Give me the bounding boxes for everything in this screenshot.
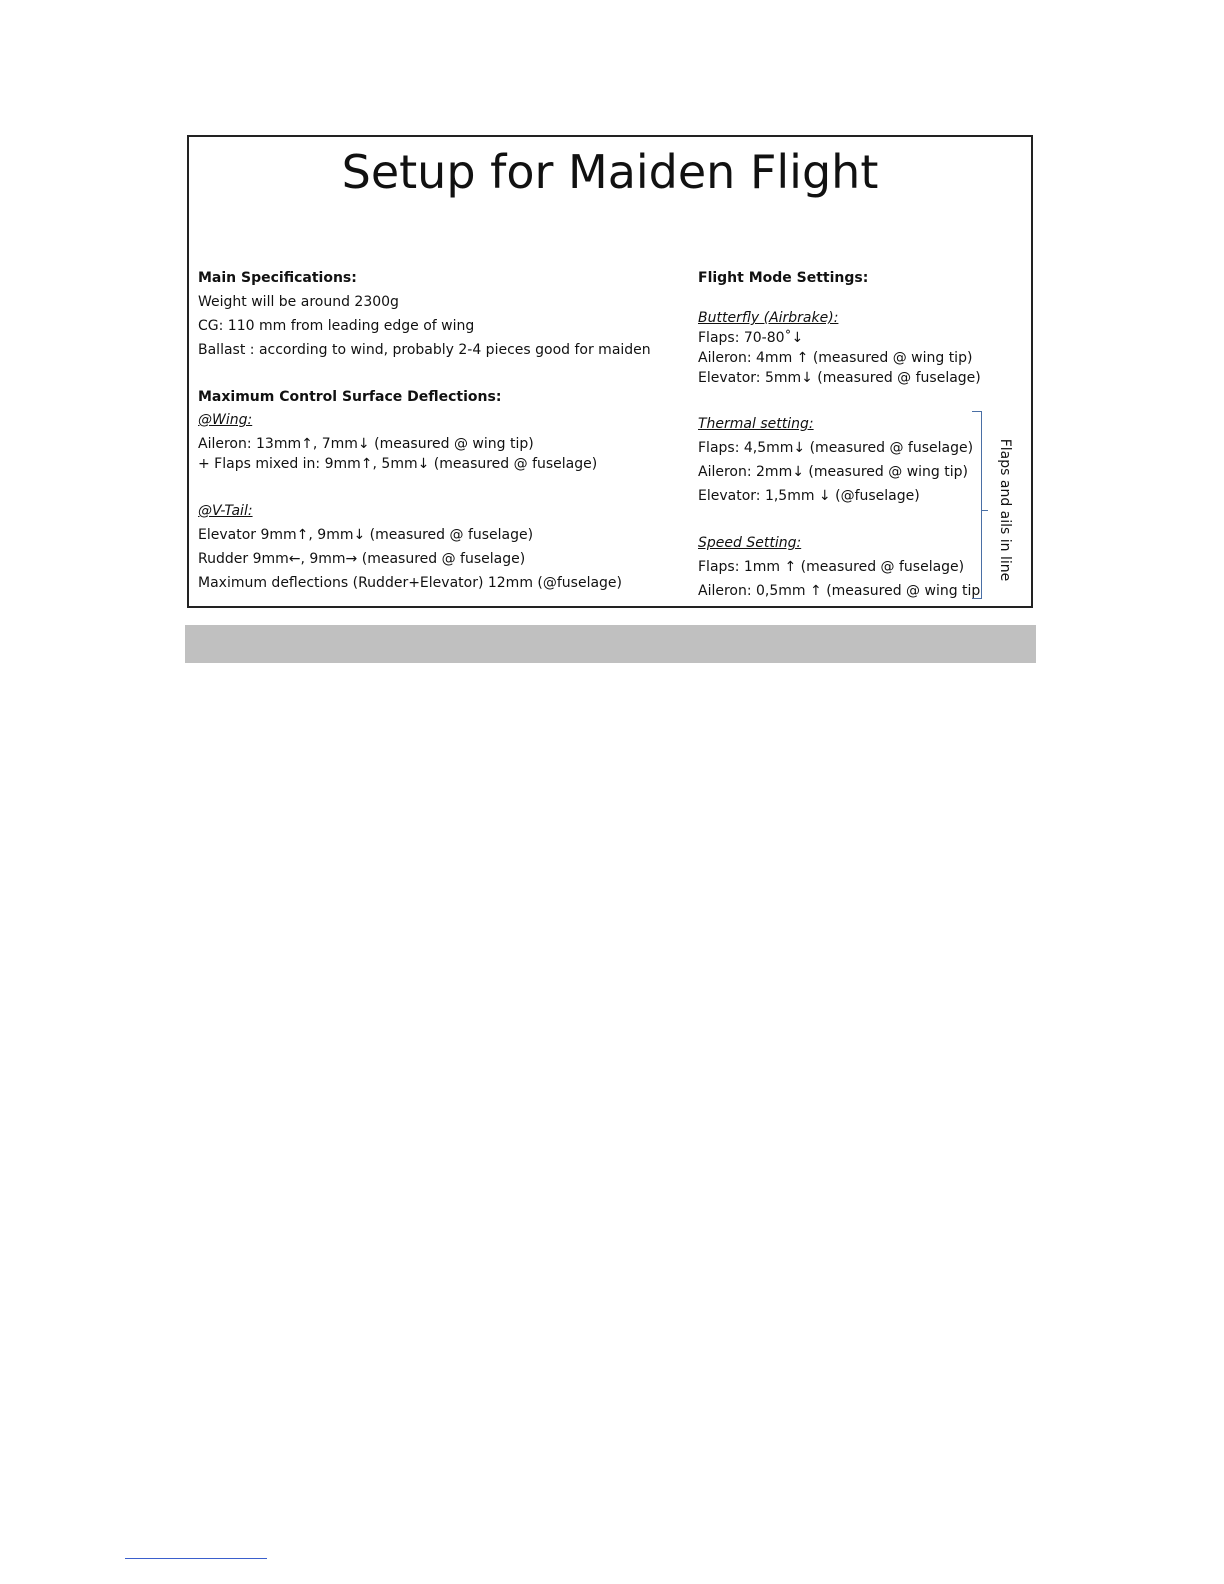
speed-flaps-line: Flaps: 1mm ↑ (measured @ fuselage) <box>698 559 965 575</box>
flaps-ails-side-note: Flaps and ails in line <box>997 438 1013 582</box>
thermal-aileron-line: Aileron: 2mm↓ (measured @ wing tip) <box>698 464 968 480</box>
spec-ballast: Ballast : according to wind, probably 2-4 pieces good for maiden <box>198 342 651 358</box>
wing-subheading: @Wing: <box>198 412 253 428</box>
butterfly-aileron-line: Aileron: 4mm ↑ (measured @ wing tip) <box>698 350 973 366</box>
vtail-subheading: @V-Tail: <box>198 503 253 519</box>
mode-bracket <box>972 411 982 599</box>
footnote-separator <box>125 1558 267 1559</box>
setup-card <box>187 135 1033 608</box>
speed-subheading: Speed Setting: <box>698 535 802 551</box>
flight-modes-heading: Flight Mode Settings: <box>698 270 869 286</box>
thermal-elevator-line: Elevator: 1,5mm ↓ (@fuselage) <box>698 488 920 504</box>
main-specs-heading: Main Specifications: <box>198 270 357 286</box>
butterfly-subheading: Butterfly (Airbrake): <box>698 310 839 326</box>
max-deflections-heading: Maximum Control Surface Deflections: <box>198 389 502 405</box>
vtail-elevator-line: Elevator 9mm↑, 9mm↓ (measured @ fuselage) <box>198 527 534 543</box>
vtail-max-line: Maximum deflections (Rudder+Elevator) 12mm (@fuselage) <box>198 575 623 591</box>
butterfly-elevator-line: Elevator: 5mm↓ (measured @ fuselage) <box>698 370 981 386</box>
vtail-rudder-line: Rudder 9mm←, 9mm→ (measured @ fuselage) <box>198 551 526 567</box>
page-title: Setup for Maiden Flight <box>341 145 879 199</box>
wing-aileron-line: Aileron: 13mm↑, 7mm↓ (measured @ wing tip) <box>198 436 534 452</box>
spec-cg: CG: 110 mm from leading edge of wing <box>198 318 475 334</box>
butterfly-flaps-line: Flaps: 70-80˚↓ <box>698 330 804 346</box>
mode-bracket-tick <box>982 510 988 511</box>
thermal-subheading: Thermal setting: <box>698 416 814 432</box>
wing-flaps-line: + Flaps mixed in: 9mm↑, 5mm↓ (measured @ fuselage) <box>198 456 598 472</box>
spec-weight: Weight will be around 2300g <box>198 294 399 310</box>
speed-aileron-line: Aileron: 0,5mm ↑ (measured @ wing tip <box>698 583 981 599</box>
gray-band <box>185 625 1036 663</box>
thermal-flaps-line: Flaps: 4,5mm↓ (measured @ fuselage) <box>698 440 974 456</box>
